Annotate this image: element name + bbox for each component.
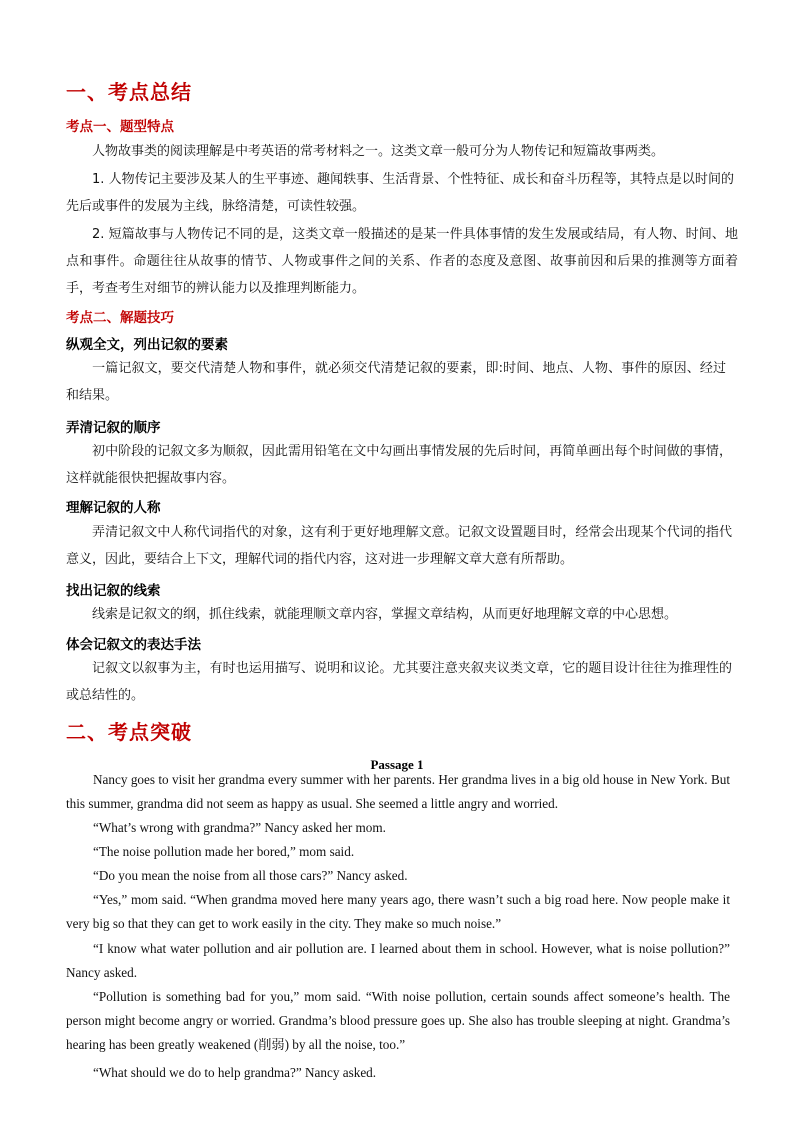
- section-heading-summary: 一、考点总结: [66, 80, 192, 104]
- passage-paragraph: “What should we do to help grandma?” Nancy asked.: [93, 1065, 377, 1080]
- section-heading-breakthrough: 二、考点突破: [66, 720, 192, 744]
- tip-text-elements: 一篇记叙文，要交代清楚人物和事件，就必须交代清楚记叙的要素，即:时间、地点、人物、事件的原因、经过和结果。: [66, 361, 726, 403]
- passage-paragraph: “What’s wrong with grandma?” Nancy asked her mom.: [93, 820, 386, 835]
- tip-title-expression: 体会记叙文的表达手法: [66, 637, 201, 653]
- tip-text-person: 弄清记叙文中人称代词指代的对象，这有利于更好地理解文意。记叙文设置题目时，经常会出现某个代词的指代意义，因此，要结合上下文，理解代词的指代内容，这对进一步理解文章大意有所帮助。: [66, 525, 732, 567]
- passage-paragraph: “Pollution is something bad for you,” mom said. “With noise pollution, certain sounds affect someone’s health. The person might become angry or worried. Grandma’s blood pressure goes up. She also has trouble sleeping at night. Grandma’s hearing has been greatly weakened (削弱) by all the noise, too.”: [66, 989, 730, 1052]
- subheading-solving-tips: 考点二、解题技巧: [66, 310, 174, 326]
- paragraph-intro: 人物故事类的阅读理解是中考英语的常考材料之一。这类文章一般可分为人物传记和短篇故事两类。: [92, 144, 665, 159]
- tip-title-person: 理解记叙的人称: [66, 500, 161, 516]
- tip-text-expression: 记叙文以叙事为主，有时也运用描写、说明和议论。尤其要注意夹叙夹议类文章，它的题目设计往往为推理性的或总结性的。: [66, 661, 732, 703]
- tip-text-order: 初中阶段的记叙文多为顺叙，因此需用铅笔在文中勾画出事情发展的先后时间，再简单画出每个时间做的事情，这样就能很快把握故事内容。: [66, 444, 732, 486]
- passage-paragraph: “I know what water pollution and air pollution are. I learned about them in school. However, what is noise pollution?” Nancy asked.: [66, 941, 730, 980]
- paragraph-short-story: 2. 短篇故事与人物传记不同的是，这类文章一般描述的是某一件具体事情的发生发展或结局，有人物、时间、地点和事件。命题往往从故事的情节、人物或事件之间的关系、作者的态度及意图、故事前因和后果的推测等方面着手，考查考生对细节的辨认能力以及推理判断能力。: [66, 227, 738, 296]
- tip-title-order: 弄清记叙的顺序: [66, 420, 161, 436]
- tip-title-clue: 找出记叙的线索: [66, 583, 161, 599]
- passage-paragraph: Nancy goes to visit her grandma every summer with her parents. Her grandma lives in a big old house in New York. But this summer, grandma did not seem as happy as usual. She seemed a little angry and worried.: [66, 772, 730, 811]
- paragraph-biography: 1. 人物传记主要涉及某人的生平事迹、趣闻轶事、生活背景、个性特征、成长和奋斗历程等，其特点是以时间的先后或事件的发展为主线，脉络清楚，可读性较强。: [66, 172, 734, 214]
- passage-title: Passage 1: [370, 757, 424, 772]
- passage-paragraph: “Do you mean the noise from all those cars?” Nancy asked.: [93, 868, 408, 883]
- subheading-question-type: 考点一、题型特点: [66, 119, 174, 135]
- tip-title-elements: 纵观全文，列出记叙的要素: [66, 337, 228, 353]
- passage-paragraph: “The noise pollution made her bored,” mom said.: [93, 844, 355, 859]
- tip-text-clue: 线索是记叙文的纲，抓住线索，就能理顺文章内容，掌握文章结构，从而更好地理解文章的中心思想。: [92, 607, 678, 622]
- passage-paragraph: “Yes,” mom said. “When grandma moved here many years ago, there wasn’t such a big road here. Now people make it very big so that they can get to work easily in the city. They make so much noise.”: [66, 892, 730, 931]
